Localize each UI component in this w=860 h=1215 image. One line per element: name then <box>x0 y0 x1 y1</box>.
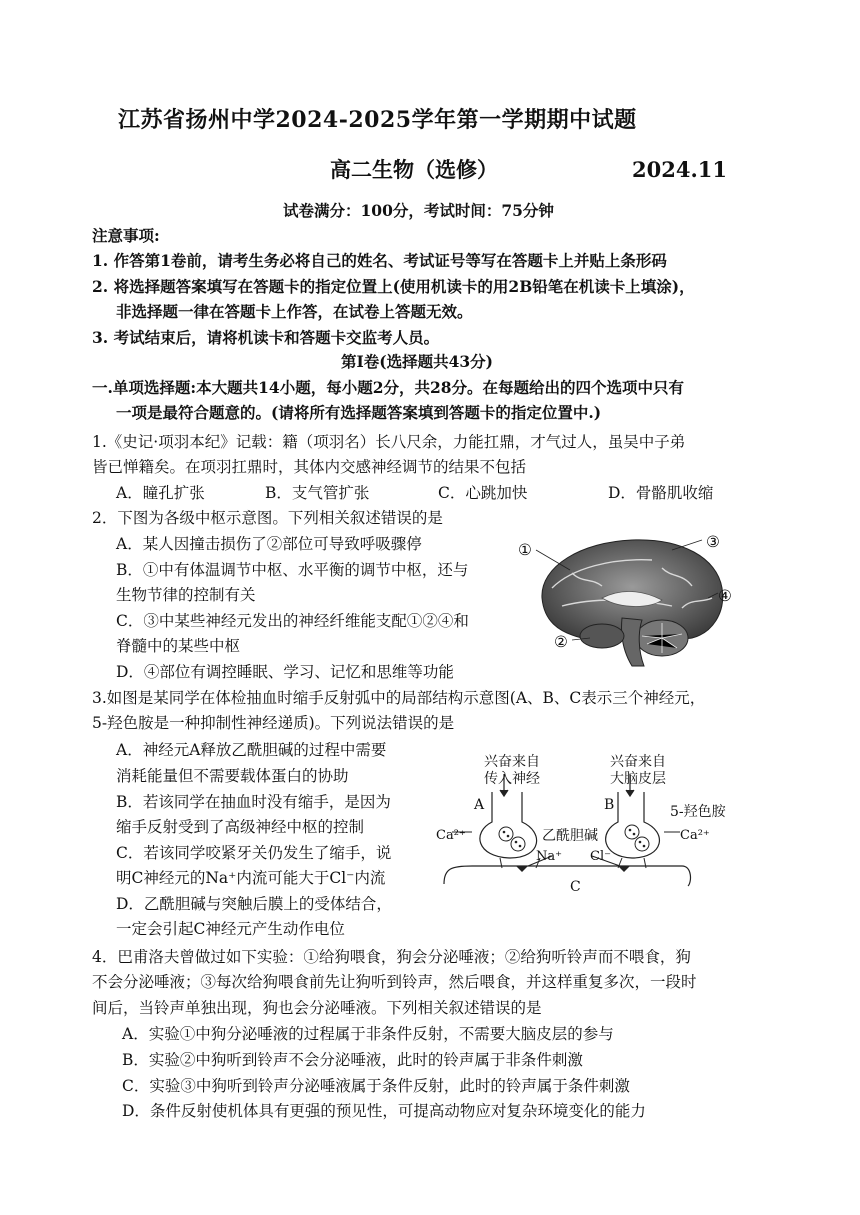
q4-option-b: B．实验②中狗听到铃声不会分泌唾液，此时的铃声属于非条件刺激 <box>122 1051 583 1069</box>
q3-stem: 5-羟色胺是一种抑制性神经递质)。下列说法错误的是 <box>92 714 455 732</box>
part1-title: 第Ⅰ卷(选择题共43分) <box>341 352 493 371</box>
fig-ach: 乙酰胆碱 <box>542 828 598 844</box>
q1-option-c: C．心跳加快 <box>438 484 528 502</box>
notes-heading: 注意事项: <box>92 226 160 245</box>
note-item: 3. 考试结束后，请将机读卡和答题卡交监考人员。 <box>92 328 440 347</box>
fig-ca-right: Ca²⁺ <box>680 828 710 843</box>
fig-left-source-2: 传入神经 <box>484 771 540 787</box>
subject-title: 高二生物（选修） <box>330 157 498 182</box>
q2-option-c-cont: 脊髓中的某些中枢 <box>116 637 241 655</box>
brain-label-3: ③ <box>706 533 720 551</box>
q2-option-d: D．④部位有调控睡眠、学习、记忆和思维等功能 <box>116 663 454 681</box>
fig-right-source-2: 大脑皮层 <box>610 771 666 787</box>
q4-option-c: C．实验③中狗听到铃声分泌唾液属于条件反射，此时的铃声属于条件刺激 <box>122 1077 630 1095</box>
q2-option-a: A．某人因撞击损伤了②部位可导致呼吸骤停 <box>116 535 422 553</box>
note-item: 1. 作答第1卷前，请考生务必将自己的姓名、考试证号等写在答题卡上并贴上条形码 <box>92 251 667 270</box>
q3-option-d: D．乙酰胆碱与突触后膜上的受体结合， <box>116 895 392 913</box>
fig-label-c: C <box>570 879 581 895</box>
q2-stem: 2．下图为各级中枢示意图。下列相关叙述错误的是 <box>92 509 443 527</box>
q4-stem: 不会分泌唾液；③每次给狗喂食前先让狗听到铃声，然后喂食，并这样重复多次，一段时 <box>92 973 697 991</box>
q2-option-b: B．①中有体温调节中枢、水平衡的调节中枢，还与 <box>116 561 469 579</box>
note-item: 非选择题一律在答题卡上作答，在试卷上答题无效。 <box>116 302 473 321</box>
brain-label-1: ① <box>518 541 532 559</box>
exam-date: 2024.11 <box>632 157 727 182</box>
section-heading: 一.单项选择题:本大题共14小题，每小题2分，共28分。在每题给出的四个选项中只有 <box>92 378 685 397</box>
fig-cl: Cl⁻ <box>590 849 611 864</box>
q4-stem: 4．巴甫洛夫曾做过如下实验：①给狗喂食，狗会分泌唾液；②给狗听铃声而不喂食，狗 <box>92 948 691 966</box>
exam-title: 江苏省扬州中学2024-2025学年第一学期期中试题 <box>118 107 637 133</box>
q2-option-c: C．③中某些神经元发出的神经纤维能支配①②④和 <box>116 612 469 630</box>
brain-label-2: ② <box>554 633 568 651</box>
q1-stem: 1.《史记·项羽本纪》记载：籍（项羽名）长八尺余，力能扛鼎，才气过人，虽吴中子弟 <box>92 433 686 451</box>
fig-na: Na⁺ <box>536 849 562 864</box>
q4-option-a: A．实验①中狗分泌唾液的过程属于非条件反射，不需要大脑皮层的参与 <box>122 1025 614 1043</box>
fig-label-a: A <box>474 797 485 813</box>
q1-option-d: D．骨骼肌收缩 <box>608 484 714 502</box>
q1-option-b: B．支气管扩张 <box>265 484 370 502</box>
q3-option-c-cont: 明C神经元的Na⁺内流可能大于Cl⁻内流 <box>116 869 386 887</box>
q3-option-b-cont: 缩手反射受到了高级神经中枢的控制 <box>116 818 365 836</box>
note-item: 2. 将选择题答案填写在答题卡的指定位置上(使用机读卡的用2B铅笔在机读卡上填涂)， <box>92 277 695 296</box>
q3-option-b: B．若该同学在抽血时没有缩手，是因为 <box>116 793 391 811</box>
q3-option-d-cont: 一定会引起C神经元产生动作电位 <box>116 920 345 938</box>
fig-right-source: 兴奋来自 <box>610 754 666 770</box>
section-heading-cont: 一项是最符合题意的。(请将所有选择题答案填到答题卡的指定位置中.) <box>116 403 602 422</box>
q3-stem: 3.如图是某同学在体检抽血时缩手反射弧中的局部结构示意图(A、B、C表示三个神经元， <box>92 689 706 707</box>
fig-ca-left: Ca²⁺ <box>436 828 466 843</box>
q2-option-b-cont: 生物节律的控制有关 <box>116 586 256 604</box>
brain-label-4: ④ <box>718 587 732 605</box>
exam-meta: 试卷满分：100分，考试时间：75分钟 <box>283 201 554 220</box>
q1-option-a: A．瞳孔扩张 <box>116 484 205 502</box>
q3-option-a-cont: 消耗能量但不需要载体蛋白的协助 <box>116 767 349 785</box>
fig-left-source: 兴奋来自 <box>484 754 540 770</box>
q4-stem: 间后，当铃声单独出现，狗也会分泌唾液。下列相关叙述错误的是 <box>92 999 542 1017</box>
q3-option-c: C．若该同学咬紧牙关仍发生了缩手，说 <box>116 844 392 862</box>
fig-serotonin: 5-羟色胺 <box>670 804 726 820</box>
q1-stem: 皆已惮籍矣。在项羽扛鼎时，其体内交感神经调节的结果不包括 <box>92 458 527 476</box>
q3-option-a: A．神经元A释放乙酰胆碱的过程中需要 <box>116 741 387 759</box>
fig-label-b: B <box>604 797 615 813</box>
q4-option-d: D．条件反射使机体具有更强的预见性，可提高动物应对复杂环境变化的能力 <box>122 1102 646 1120</box>
